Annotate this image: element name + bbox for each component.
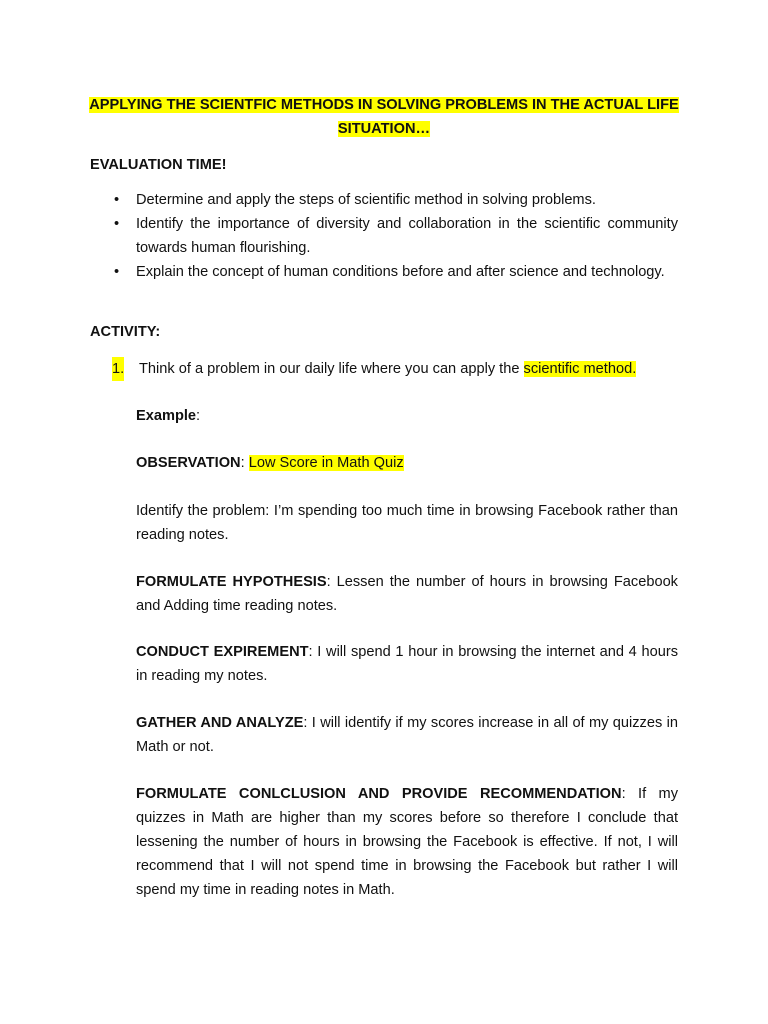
experiment-text: : I will spend 1 hour in browsing the internet and 4 hours in reading my notes. [136, 644, 678, 684]
item-text [139, 357, 636, 381]
observation-value: Low Score in Math Quiz [248, 455, 404, 471]
hypothesis-paragraph [136, 570, 678, 618]
bullet-text: Identify the importance of diversity and collaboration in the scientific community towards human flourishing. [136, 216, 678, 256]
activity-heading: ACTIVITY: [90, 324, 161, 340]
bullet-icon: • [114, 216, 120, 232]
hypothesis-label: FORMULATE HYPOTHESIS [136, 574, 327, 590]
bullet-text: Determine and apply the steps of scientific method in solving problems. [136, 192, 596, 208]
gather-text: : I will identify if my scores increase in all of my quizzes in Math or not. [136, 715, 678, 755]
bullet-icon: • [114, 264, 120, 280]
list-item [90, 188, 678, 212]
conclusion-label: FORMULATE CONLCLUSION AND PROVIDE RECOMMENDATION [136, 786, 622, 802]
conclusion-paragraph [136, 782, 678, 902]
experiment-paragraph [136, 640, 678, 688]
document-title [80, 93, 688, 141]
observation-label: OBSERVATION [136, 455, 241, 471]
title-text: APPLYING THE SCIENTFIC METHODS IN SOLVING PROBLEMS IN THE ACTUAL LIFE SITUATION… [89, 97, 679, 137]
item-prompt: Think of a problem in our daily life where you can apply the [139, 361, 524, 377]
list-item [90, 260, 678, 284]
item-highlight: scientific method. [523, 361, 637, 377]
observation-colon: : [240, 455, 249, 471]
example-label [136, 404, 678, 428]
observation-line [136, 451, 678, 475]
conclusion-text: : If my quizzes in Math are higher than my scores before so therefore I conclude that lessening the number of hours in browsing the Facebook is effective. If not, I will recommend that I will not spend time in browsing the Facebook but rather I will spend my time in reading notes in Math. [136, 786, 679, 898]
experiment-label: CONDUCT EXPIREMENT [136, 644, 309, 660]
identify-problem-paragraph: Identify the problem: I’m spending too much time in browsing Facebook rather than reading notes. [136, 503, 678, 543]
gather-paragraph [136, 711, 678, 759]
bullet-text: Explain the concept of human conditions before and after science and technology. [136, 264, 665, 280]
hypothesis-text: : Lessen the number of hours in browsing Facebook and Adding time reading notes. [136, 574, 678, 614]
example-colon: : [196, 408, 201, 424]
objectives-list [90, 188, 678, 284]
example-word: Example [136, 408, 197, 424]
bullet-icon: • [114, 192, 120, 208]
gather-label: GATHER AND ANALYZE [136, 715, 304, 731]
list-item [90, 212, 678, 260]
item-number: 1. [112, 357, 124, 381]
evaluation-heading: EVALUATION TIME! [90, 157, 227, 173]
